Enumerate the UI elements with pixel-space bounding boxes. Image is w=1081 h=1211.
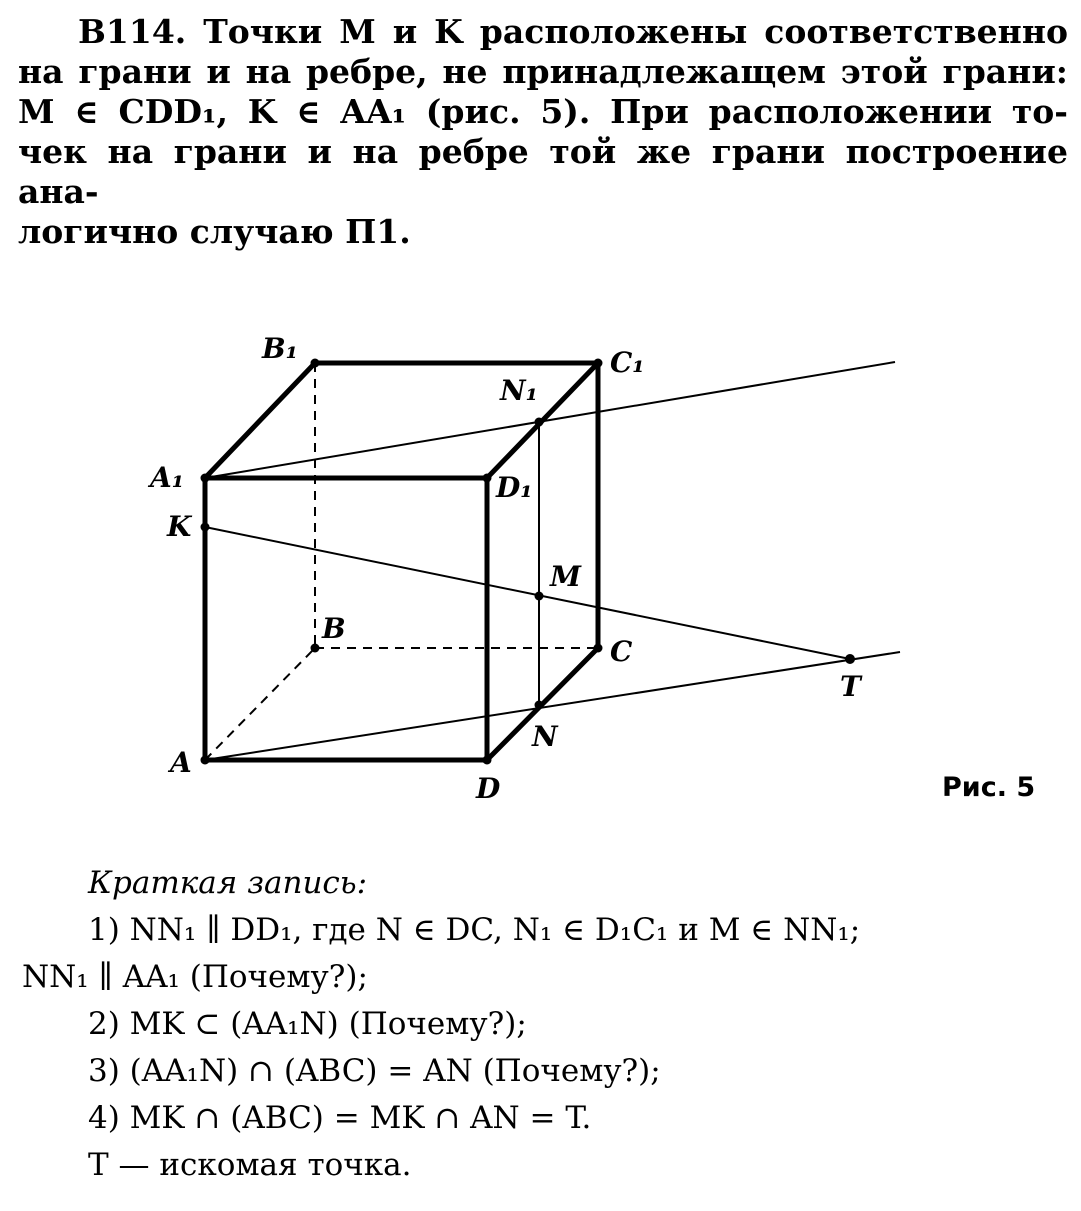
problem-statement (18, 12, 1068, 252)
edge-a1b1 (205, 363, 315, 478)
point-a (201, 756, 210, 765)
solution-line-3: 2) MK ⊂ (AA₁N) (Почему?); (88, 1006, 527, 1042)
line-kt (205, 527, 850, 659)
label-t: T (840, 670, 861, 703)
line-a1-n1 (205, 362, 895, 478)
label-a: A (170, 746, 192, 779)
label-k: K (167, 510, 192, 543)
solution-line-4: 3) (AA₁N) ∩ (ABC) = AN (Почему?); (88, 1053, 661, 1089)
point-t (845, 654, 855, 664)
label-b1: B₁ (262, 332, 298, 365)
label-m: M (550, 560, 581, 593)
solution-block (22, 860, 1072, 1189)
point-b (311, 644, 320, 653)
point-a1 (201, 474, 210, 483)
problem-line-2: на грани и на ребре, не принадлежащем этой грани: (18, 52, 1068, 91)
point-d1 (483, 474, 492, 483)
figure-caption: Рис. 5 (942, 772, 1036, 803)
problem-line-1: В114. Точки M и K расположены соответственно (78, 12, 1068, 51)
label-c1: C₁ (610, 346, 645, 379)
solution-line-1: 1) NN₁ ∥ DD₁, где N ∈ DC, N₁ ∈ D₁C₁ и M ∈ NN₁; (88, 912, 861, 948)
point-d (483, 756, 492, 765)
problem-line-3: M ∈ CDD₁, K ∈ AA₁ (рис. 5). При расположении то- (18, 92, 1068, 131)
point-k (201, 523, 210, 532)
label-a1: A₁ (150, 461, 184, 494)
cube-figure (0, 330, 1081, 830)
solution-line-5: 4) MK ∩ (ABC) = MK ∩ AN = T. (88, 1100, 592, 1136)
solution-line-6: T — искомая точка. (88, 1147, 412, 1183)
problem-line-4: чек на грани и на ребре той же грани построение ана- (18, 132, 1068, 211)
label-d1: D₁ (496, 471, 533, 504)
point-n1 (535, 418, 544, 427)
point-c1 (594, 359, 603, 368)
label-n: N (532, 720, 558, 753)
point-b1 (311, 359, 320, 368)
label-n1: N₁ (500, 374, 538, 407)
point-m (535, 592, 544, 601)
edge-ab-hidden (205, 648, 315, 760)
point-c (594, 644, 603, 653)
label-c: C (610, 635, 633, 668)
problem-line-5: логично случаю П1. (18, 212, 411, 251)
solution-line-2: NN₁ ∥ AA₁ (Почему?); (22, 959, 368, 995)
point-n (535, 701, 544, 710)
label-d: D (476, 772, 501, 805)
label-b: B (322, 612, 346, 645)
solution-heading: Краткая запись: (88, 865, 368, 901)
